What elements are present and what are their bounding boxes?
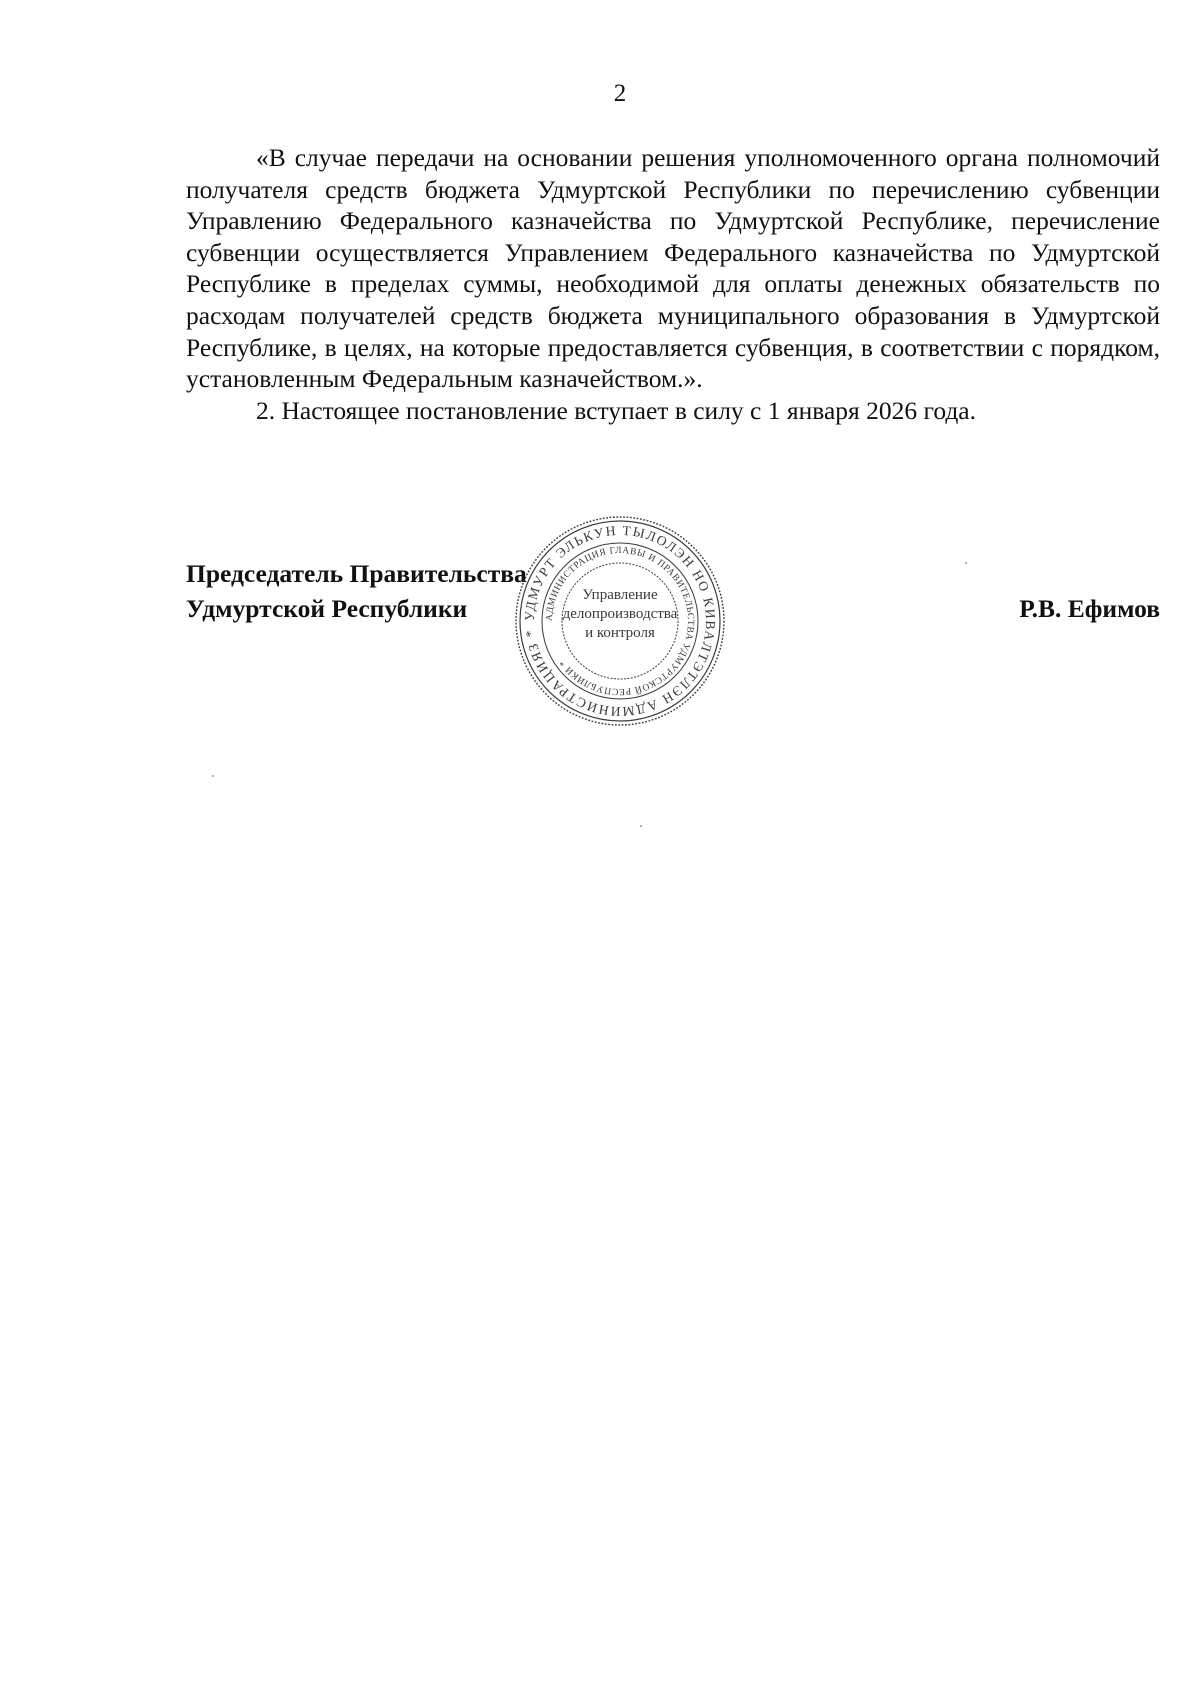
seal-center-line3: и контроля xyxy=(585,625,655,641)
seal-inner-ring-text: АДМИНИСТРАЦИЯ ГЛАВЫ И ПРАВИТЕЛЬСТВА УДМУРТСКОЙ РЕСПУБЛИКИ * xyxy=(544,545,696,697)
paragraph-effective-date: 2. Настоящее постановление вступает в силу с 1 января 2026 года. xyxy=(256,395,977,425)
document-body xyxy=(186,142,1160,426)
page-number: 2 xyxy=(613,80,627,107)
signatory-name: Р.В. Ефимов xyxy=(1019,594,1160,623)
signatory-title-line1: Председатель Правительства xyxy=(186,559,527,588)
scan-speck xyxy=(965,562,967,564)
seal-graphic xyxy=(509,510,731,732)
seal-outer-ring-text: УДМУРТ ЭЛЬКУН ТЫЛОЛЭН НО КИВАЛТЭТЛЭН АДМИНИСТРАЦИЯЗ * xyxy=(521,522,719,720)
signatory-title-line2: Удмуртской Республики xyxy=(186,594,468,623)
signatory-title xyxy=(186,556,527,626)
seal-center-text xyxy=(509,586,731,643)
paragraph-quoted-amendment: «В случае передачи на основании решения уполномоченного органа полномочий получателя средств бюджета Удмуртской Республики по перечислению субвенции Управлению Федерального казначейства по Удмуртской Республике, перечисление субвенции осуществляется Управлением Федерального казначейства по Удмуртской Республике в пределах суммы, необходимой для оплаты денежных обязательств по расходам получателей средств бюджета муниципального образования в Удмуртской Республике, в целях, на которые предоставляется субвенция, в соответствии с порядком, установленным Федеральным казначейством.». xyxy=(186,143,1160,394)
seal-center-line2: делопроизводства xyxy=(562,606,678,622)
scan-speck xyxy=(640,825,642,827)
seal-center-line1: Управление xyxy=(582,587,658,603)
scan-speck xyxy=(212,775,214,777)
official-seal xyxy=(509,510,731,732)
